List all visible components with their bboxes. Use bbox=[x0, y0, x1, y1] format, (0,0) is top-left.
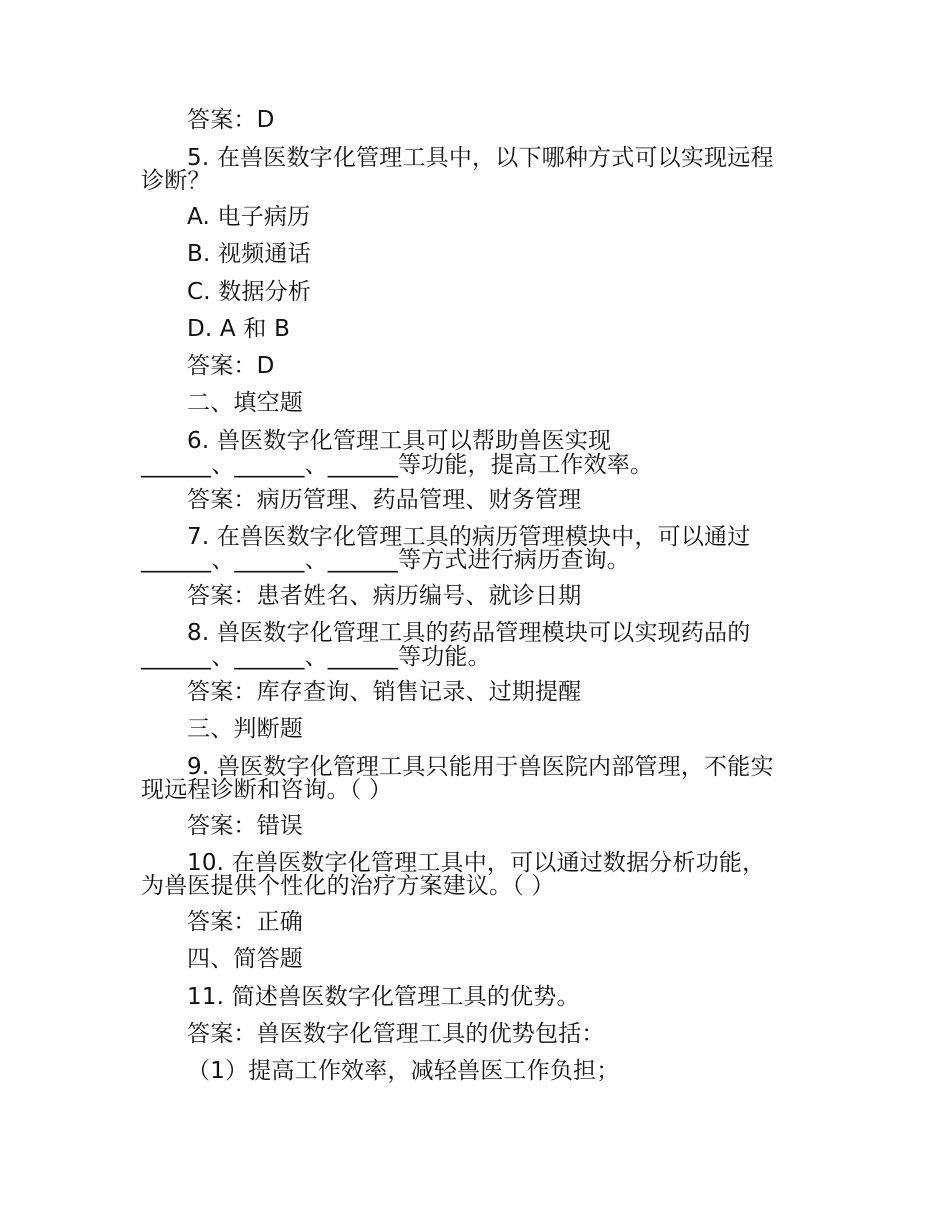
answer-4: 答案：D bbox=[187, 107, 275, 133]
answer-11-intro: 答案：兽医数字化管理工具的优势包括： bbox=[187, 1021, 605, 1047]
answer-7: 答案：患者姓名、病历编号、就诊日期 bbox=[187, 583, 582, 609]
question-8-line-1: 8. 兽医数字化管理工具的药品管理模块可以实现药品的 bbox=[187, 620, 751, 646]
question-8-line-2: ______、______、______等功能。 bbox=[141, 644, 491, 670]
answer-5: 答案：D bbox=[187, 353, 275, 379]
question-9-line-1: 9. 兽医数字化管理工具只能用于兽医院内部管理，不能实 bbox=[187, 754, 774, 780]
answer-8: 答案：库存查询、销售记录、过期提醒 bbox=[187, 679, 582, 705]
option-a: A. 电子病历 bbox=[187, 204, 311, 230]
question-5-line-2: 诊断？ bbox=[141, 168, 211, 194]
option-d: D. A 和 B bbox=[187, 316, 291, 342]
question-7-line-1: 7. 在兽医数字化管理工具的病历管理模块中，可以通过 bbox=[187, 524, 751, 550]
section-heading-fill-in: 二、填空题 bbox=[187, 390, 303, 416]
question-7-line-2: ______、______、______等方式进行病历查询。 bbox=[141, 547, 630, 573]
question-10-line-2: 为兽医提供个性化的治疗方案建议。（ ） bbox=[141, 873, 555, 899]
section-heading-true-false: 三、判断题 bbox=[187, 716, 303, 742]
answer-6: 答案：病历管理、药品管理、财务管理 bbox=[187, 487, 582, 513]
question-5-line-1: 5. 在兽医数字化管理工具中，以下哪种方式可以实现远程 bbox=[187, 145, 774, 171]
answer-10: 答案：正确 bbox=[187, 909, 303, 935]
option-b: B. 视频通话 bbox=[187, 241, 311, 267]
section-heading-short-answer: 四、简答题 bbox=[187, 946, 303, 972]
question-11: 11. 简述兽医数字化管理工具的优势。 bbox=[187, 984, 580, 1010]
answer-11-point-1: （1）提高工作效率，减轻兽医工作负担； bbox=[187, 1058, 620, 1084]
question-6-line-2: ______、______、______等功能，提高工作效率。 bbox=[141, 452, 654, 478]
answer-9: 答案：错误 bbox=[187, 813, 303, 839]
question-9-line-2: 现远程诊断和咨询。（ ） bbox=[141, 777, 393, 803]
question-6-line-1: 6. 兽医数字化管理工具可以帮助兽医实现 bbox=[187, 428, 612, 454]
question-10-line-1: 10. 在兽医数字化管理工具中，可以通过数据分析功能， bbox=[187, 850, 766, 876]
option-c: C. 数据分析 bbox=[187, 279, 312, 305]
